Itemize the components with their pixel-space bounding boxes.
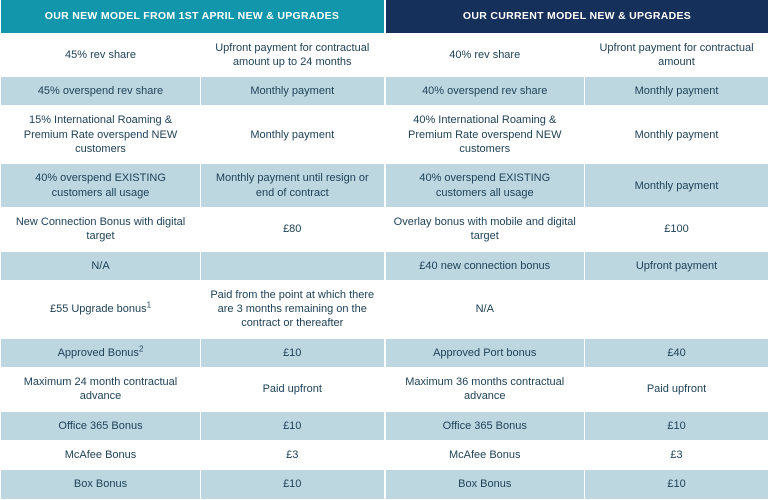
cell-new-payment: Upfront payment for contractual amount up to 24 months xyxy=(201,33,385,77)
cell-current-payment: Upfront payment xyxy=(585,251,768,280)
cell-current-item: Maximum 36 months contractual advance xyxy=(385,368,585,412)
table-row xyxy=(1,77,768,106)
cell-current-item: 40% overspend rev share xyxy=(385,77,585,106)
cell-new-payment: Monthly payment xyxy=(201,106,385,164)
cell-new-item: 45% rev share xyxy=(1,33,201,77)
table-row xyxy=(1,368,768,412)
cell-current-payment: £40 xyxy=(585,338,768,367)
footnote-marker: 1 xyxy=(147,301,151,310)
table-header xyxy=(1,0,768,33)
cell-new-item: McAfee Bonus xyxy=(1,440,201,469)
cell-current-item: Overlay bonus with mobile and digital target xyxy=(385,207,585,251)
table-row xyxy=(1,338,768,367)
cell-new-item: Maximum 24 month contractual advance xyxy=(1,368,201,412)
cell-current-payment: £10 xyxy=(585,470,768,499)
cell-new-payment: Paid upfront xyxy=(201,368,385,412)
cell-new-payment: £3 xyxy=(201,440,385,469)
header-new-model: OUR NEW MODEL FROM 1ST APRIL NEW & UPGRADES xyxy=(1,0,385,33)
cell-new-payment: Monthly payment until resign or end of contract xyxy=(201,164,385,208)
table-row xyxy=(1,106,768,164)
table-header-row xyxy=(1,0,768,33)
cell-current-payment: £3 xyxy=(585,440,768,469)
cell-current-payment xyxy=(585,280,768,338)
table-row xyxy=(1,33,768,77)
cell-new-item: 45% overspend rev share xyxy=(1,77,201,106)
cell-new-payment: Monthly payment xyxy=(201,77,385,106)
cell-new-payment: £10 xyxy=(201,338,385,367)
cell-current-item: 40% rev share xyxy=(385,33,585,77)
table-body xyxy=(1,33,768,499)
cell-new-item: Office 365 Bonus xyxy=(1,411,201,440)
table-row xyxy=(1,470,768,499)
cell-current-item: £40 new connection bonus xyxy=(385,251,585,280)
cell-current-item: Office 365 Bonus xyxy=(385,411,585,440)
header-current-model: OUR CURRENT MODEL NEW & UPGRADES xyxy=(385,0,768,33)
table-row xyxy=(1,207,768,251)
cell-new-item: £55 Upgrade bonus$^1$ xyxy=(1,280,201,338)
cell-new-item: Box Bonus xyxy=(1,470,201,499)
cell-current-payment: Monthly payment xyxy=(585,77,768,106)
cell-current-item: Box Bonus xyxy=(385,470,585,499)
cell-current-payment: Paid upfront xyxy=(585,368,768,412)
cell-new-item: N/A xyxy=(1,251,201,280)
cell-current-payment: Monthly payment xyxy=(585,164,768,208)
cell-current-payment: £100 xyxy=(585,207,768,251)
cell-new-payment: £10 xyxy=(201,411,385,440)
cell-current-payment: Monthly payment xyxy=(585,106,768,164)
cell-current-item: McAfee Bonus xyxy=(385,440,585,469)
table-row xyxy=(1,251,768,280)
cell-new-item: 40% overspend EXISTING customers all usage xyxy=(1,164,201,208)
cell-new-payment: Paid from the point at which there are 3 months remaining on the contract or thereafter xyxy=(201,280,385,338)
cell-new-item: New Connection Bonus with digital target xyxy=(1,207,201,251)
table-row xyxy=(1,280,768,338)
table-row xyxy=(1,411,768,440)
footnote-marker: 2 xyxy=(139,344,143,353)
cell-new-payment: £80 xyxy=(201,207,385,251)
table-row xyxy=(1,164,768,208)
cell-current-item: 40% overspend EXISTING customers all usage xyxy=(385,164,585,208)
cell-current-payment: Upfront payment for contractual amount xyxy=(585,33,768,77)
cell-current-item: 40% International Roaming & Premium Rate overspend NEW customers xyxy=(385,106,585,164)
cell-current-payment: £10 xyxy=(585,411,768,440)
cell-new-payment xyxy=(201,251,385,280)
cell-current-item: N/A xyxy=(385,280,585,338)
cell-new-item: 15% International Roaming & Premium Rate overspend NEW customers xyxy=(1,106,201,164)
cell-new-payment: £10 xyxy=(201,470,385,499)
cell-current-item: Approved Port bonus xyxy=(385,338,585,367)
cell-new-item: Approved Bonus$^2$ xyxy=(1,338,201,367)
